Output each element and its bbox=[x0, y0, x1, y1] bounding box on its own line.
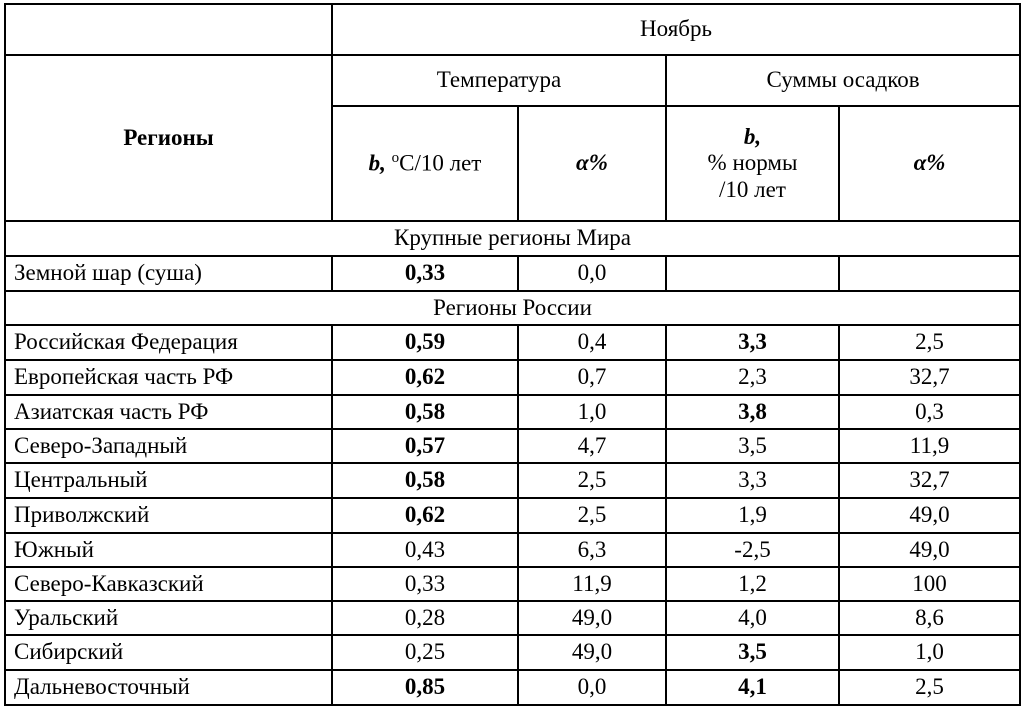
temperature-header: Температура bbox=[332, 55, 666, 106]
temp-a-value: 6,3 bbox=[518, 533, 666, 567]
table-row bbox=[5, 395, 1020, 429]
temp-b-value: 0,58 bbox=[332, 395, 518, 429]
table-row bbox=[5, 256, 1020, 291]
region-name: Северо-Кавказский bbox=[5, 567, 332, 601]
prec-a-value: 0,3 bbox=[839, 395, 1020, 429]
regions-header: Регионы bbox=[5, 55, 332, 221]
temp-b-value: 0,33 bbox=[332, 567, 518, 601]
temp-a-value: 49,0 bbox=[518, 635, 666, 670]
temp-a-value: 0,7 bbox=[518, 360, 666, 395]
prec-a-value: 32,7 bbox=[839, 360, 1020, 395]
precip-b-symbol: b, bbox=[743, 123, 762, 149]
region-name: Азиатская часть РФ bbox=[5, 395, 332, 429]
temp-a-value: 0,4 bbox=[518, 325, 666, 360]
region-name: Южный bbox=[5, 533, 332, 567]
temp-b-value: 0,62 bbox=[332, 360, 518, 395]
prec-a-value: 11,9 bbox=[839, 429, 1020, 463]
table-row bbox=[5, 670, 1020, 705]
header-row-groups bbox=[5, 55, 1020, 106]
table-row bbox=[5, 533, 1020, 567]
prec-a-value: 49,0 bbox=[839, 533, 1020, 567]
temp-a-value: 11,9 bbox=[518, 567, 666, 601]
temp-b-value: 0,25 bbox=[332, 635, 518, 670]
temp-a-value: 0,0 bbox=[518, 670, 666, 705]
temp-a-value: 4,7 bbox=[518, 429, 666, 463]
month-header: Ноябрь bbox=[332, 4, 1020, 55]
prec-a-value bbox=[839, 256, 1020, 291]
temp-b-value: 0,28 bbox=[332, 601, 518, 635]
prec-a-value: 49,0 bbox=[839, 498, 1020, 533]
table-row bbox=[5, 463, 1020, 498]
temp-a-value: 0,0 bbox=[518, 256, 666, 291]
temp-a-value: 1,0 bbox=[518, 395, 666, 429]
precip-alpha-header: α% bbox=[839, 106, 1020, 221]
degree-sup: o bbox=[391, 149, 400, 166]
region-name: Центральный bbox=[5, 463, 332, 498]
prec-b-value: 3,3 bbox=[666, 463, 839, 498]
prec-b-value: -2,5 bbox=[666, 533, 839, 567]
table-row bbox=[5, 325, 1020, 360]
header-row-month bbox=[5, 4, 1020, 55]
prec-b-value: 1,9 bbox=[666, 498, 839, 533]
section-row-russia bbox=[5, 291, 1020, 325]
top-left-empty-cell bbox=[5, 4, 332, 55]
prec-a-value: 100 bbox=[839, 567, 1020, 601]
section-world-label: Крупные регионы Мира bbox=[5, 221, 1020, 256]
table-row bbox=[5, 360, 1020, 395]
prec-b-value: 4,0 bbox=[666, 601, 839, 635]
prec-b-value: 2,3 bbox=[666, 360, 839, 395]
temp-b-unit: C/10 лет bbox=[399, 150, 482, 176]
climate-trend-table bbox=[4, 3, 1021, 706]
prec-a-value: 8,6 bbox=[839, 601, 1020, 635]
prec-b-value bbox=[666, 256, 839, 291]
precip-b-header bbox=[666, 106, 839, 221]
prec-b-value: 4,1 bbox=[666, 670, 839, 705]
temp-alpha-header: α% bbox=[518, 106, 666, 221]
prec-b-value: 3,5 bbox=[666, 429, 839, 463]
temp-a-value: 2,5 bbox=[518, 463, 666, 498]
table-row bbox=[5, 601, 1020, 635]
prec-a-value: 1,0 bbox=[839, 635, 1020, 670]
precip-b-unit-1: % нормы bbox=[707, 150, 798, 176]
temp-b-value: 0,62 bbox=[332, 498, 518, 533]
temp-b-value: 0,43 bbox=[332, 533, 518, 567]
prec-b-value: 3,3 bbox=[666, 325, 839, 360]
section-row-world bbox=[5, 221, 1020, 256]
temp-b-value: 0,59 bbox=[332, 325, 518, 360]
region-name: Российская Федерация bbox=[5, 325, 332, 360]
temp-b-header bbox=[332, 106, 518, 221]
region-name: Северо-Западный bbox=[5, 429, 332, 463]
temp-a-value: 49,0 bbox=[518, 601, 666, 635]
region-name: Уральский bbox=[5, 601, 332, 635]
prec-b-value: 3,5 bbox=[666, 635, 839, 670]
prec-a-value: 32,7 bbox=[839, 463, 1020, 498]
prec-a-value: 2,5 bbox=[839, 325, 1020, 360]
precipitation-header: Суммы осадков bbox=[666, 55, 1020, 106]
region-name: Дальневосточный bbox=[5, 670, 332, 705]
temp-b-value: 0,33 bbox=[332, 256, 518, 291]
table-row bbox=[5, 498, 1020, 533]
prec-b-value: 1,2 bbox=[666, 567, 839, 601]
temp-b-value: 0,58 bbox=[332, 463, 518, 498]
section-russia-label: Регионы России bbox=[5, 291, 1020, 325]
precip-b-unit-2: /10 лет bbox=[719, 176, 786, 202]
prec-b-value: 3,8 bbox=[666, 395, 839, 429]
region-name: Приволжский bbox=[5, 498, 332, 533]
temp-b-value: 0,57 bbox=[332, 429, 518, 463]
table-row bbox=[5, 635, 1020, 670]
region-name: Европейская часть РФ bbox=[5, 360, 332, 395]
temp-a-value: 2,5 bbox=[518, 498, 666, 533]
table-row bbox=[5, 567, 1020, 601]
temp-b-value: 0,85 bbox=[332, 670, 518, 705]
region-name: Сибирский bbox=[5, 635, 332, 670]
table-row bbox=[5, 429, 1020, 463]
region-name: Земной шар (суша) bbox=[5, 256, 332, 291]
prec-a-value: 2,5 bbox=[839, 670, 1020, 705]
temp-b-symbol: b, bbox=[368, 150, 386, 176]
